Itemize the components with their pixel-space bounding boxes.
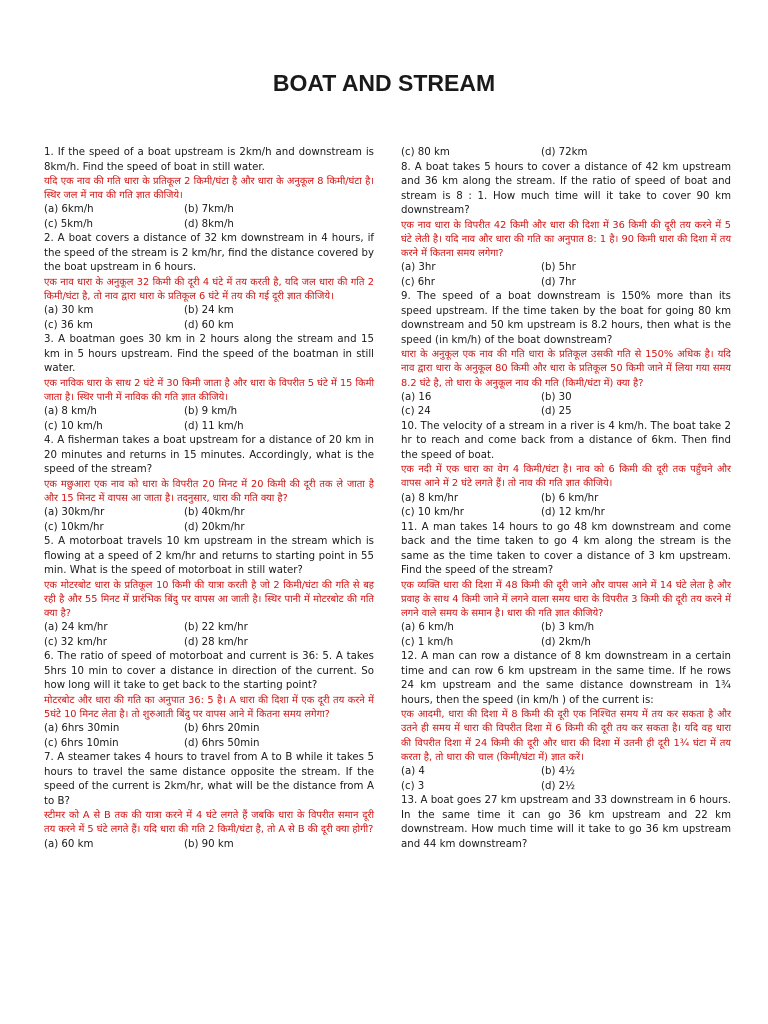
answer-options <box>401 391 731 420</box>
question-text-hindi: एक व्यक्ति धारा की दिशा में 48 किमी की दूरी जाने और वापस आने में 14 घंटे लेता है और प्रवाह के साथ 4 किमी जाने में लगने वाला समय धारा के विपरीत 3 किमी की दूरी तय करने में लगने वाले समय के समान है। धारा की गति ज्ञात कीजिये? <box>401 579 731 620</box>
answer-option: (a) 30 km <box>44 305 94 317</box>
answer-options <box>401 621 731 650</box>
question-text-hindi: एक मछुआरा एक नाव को धारा के विपरीत 20 मिनट में 20 किमी की दूरी तक ले जाता है और 15 मिनट में वापस आ जाता है। तदनुसार, धारा की गति क्या है? <box>44 478 374 504</box>
answer-option: (a) 24 km/hr <box>44 622 108 634</box>
answer-option: (a) 4 <box>401 766 425 778</box>
answer-option: (b) 30 <box>541 391 572 403</box>
answer-option: (d) 2½ <box>541 780 576 792</box>
question-block <box>44 650 374 751</box>
answer-option: (a) 6 km/h <box>401 622 454 634</box>
answer-option: (d) 72km <box>541 147 588 158</box>
answer-option: (d) 7hr <box>541 276 576 288</box>
answer-option: (c) 10 km/h <box>44 420 103 432</box>
question-text-hindi: धारा के अनुकूल एक नाव की गति धारा के प्रतिकूल उसकी गति से 150% अधिक है। यदि नाव द्वारा धारा के अनुकूल 80 किमी और धारा के प्रतिकूल 50 किमी जाने में लिया गया समय 8.2 घंटे है, तो धारा के अनुकूल नाव की गति (किमी/घंटा में) क्या है? <box>401 349 731 389</box>
answer-option: (c) 5km/h <box>44 218 93 230</box>
answer-option: (d) 25 <box>541 406 572 418</box>
answer-option: (a) 16 <box>401 391 432 403</box>
answer-options <box>44 405 374 434</box>
answer-option: (b) 5hr <box>541 262 576 274</box>
question-block <box>44 232 374 333</box>
answer-option: (a) 60 km <box>44 838 94 850</box>
question-text-english: 10. The velocity of a stream in a river is 4 km/h. The boat take 2 hr to reach and come back from a distance of 6km. Then find the speed of boat. <box>401 420 731 461</box>
question-text-english: 2. A boat covers a distance of 32 km downstream in 4 hours, if the speed of the stream is 2 km/hr, find the distance covered by the boat upstream in 6 hours. <box>44 233 374 274</box>
answer-option: (a) 6hrs 30min <box>44 723 120 735</box>
answer-option: (b) 7km/h <box>184 204 234 216</box>
answer-options <box>44 838 374 853</box>
question-text-hindi: एक नाविक धारा के साथ 2 घंटे में 30 किमी जाता है और धारा के विपरीत 5 घंटे में 15 किमी जाता है। स्थिर पानी में नाविक की गति ज्ञात कीजिये। <box>44 377 374 404</box>
answer-option: (d) 28 km/hr <box>184 636 248 648</box>
answer-option: (c) 10km/hr <box>44 521 104 533</box>
question-text-english: 12. A man can row a distance of 8 km downstream in a certain time and can row 6 km upstream in the same time. If he rows 24 km upstream and the same distance downstream in 1¾ hours, then the speed (in km/h ) of the current is: <box>401 651 731 706</box>
question-block <box>401 650 731 794</box>
answer-option: (b) 6hrs 20min <box>184 723 260 735</box>
question-block <box>44 434 374 535</box>
answer-option: (c) 32 km/hr <box>44 636 107 648</box>
answer-option: (c) 1 km/h <box>401 636 454 648</box>
answer-options <box>401 492 731 521</box>
question-text-english: 6. The ratio of speed of motorboat and current is 36: 5. A takes 5hrs 10 min to cover a distance in direction of the current. So how long will it take to get back to the starting point? <box>44 651 374 692</box>
answer-option: (a) 6km/h <box>44 204 94 216</box>
answer-option: (a) 3hr <box>401 262 436 274</box>
answer-option: (b) 24 km <box>184 305 234 317</box>
question-block <box>44 146 374 232</box>
question-block <box>401 521 731 651</box>
answer-option: (c) 36 km <box>44 319 93 331</box>
answer-option: (c) 6hr <box>401 276 435 288</box>
answer-option: (c) 80 km <box>401 147 450 158</box>
answer-option: (c) 10 km/hr <box>401 507 464 519</box>
answer-option: (c) 3 <box>401 780 425 792</box>
question-text-hindi: मोटरबोट और धारा की गति का अनुपात 36: 5 है। A धारा की दिशा में एक दूरी तय करने में 5घंटे 10 मिनट लेता है। तो शुरुआती बिंदु पर वापस आने में कितना समय लगेगा? <box>44 694 374 720</box>
question-text-hindi: एक आदमी, धारा की दिशा में 8 किमी की दूरी एक निश्चित समय में तय कर सकता है और उतने ही समय में धारा की विपरीत दिशा में 6 किमी की दूरी तय कर सकता है। यदि वह धारा की विपरीत दिशा में 24 किमी की दूरी और धारा की दिशा में उतनी ही दूरी 1¾ घंटा में तय करता है, तो धारा की चाल (किमी/घंटा में) ज्ञात करें। <box>401 709 731 763</box>
question-text-english: 9. The speed of a boat downstream is 150% more than its speed upstream. If the time taken by the boat for going 80 km downstream and 50 km upstream is 8.2 hours, then what is the speed (in km/h) of the boat downstream? <box>401 291 731 346</box>
question-block <box>401 420 731 521</box>
answer-option: (d) 8km/h <box>184 218 234 230</box>
answer-options <box>44 506 374 535</box>
answer-option: (c) 24 <box>401 406 431 418</box>
answer-options <box>44 722 374 751</box>
answer-option: (b) 9 km/h <box>184 406 238 418</box>
answer-option: (d) 20km/hr <box>184 521 245 533</box>
question-text-hindi: स्टीमर को A से B तक की यात्रा करने में 4 घंटे लगते हैं जबकि धारा के विपरीत समान दूरी तय करने में 5 घंटे लगते हैं। यदि धारा की गति 2 किमी/घंटा है, तो A से B की दूरी क्या होगी? <box>44 810 374 836</box>
answer-option: (c) 6hrs 10min <box>44 737 119 749</box>
page-title: BOAT AND STREAM <box>272 70 496 96</box>
answer-option: (d) 2km/h <box>541 636 591 648</box>
question-block <box>44 751 374 852</box>
answer-options <box>44 203 374 232</box>
answer-option: (b) 4½ <box>541 766 576 778</box>
question-text-english: 3. A boatman goes 30 km in 2 hours along the stream and 15 km in 5 hours upstream. Find the speed of the boatman in still water. <box>44 334 374 375</box>
answer-option: (a) 8 km/h <box>44 406 97 418</box>
answer-option: (d) 12 km/hr <box>541 507 605 519</box>
question-text-hindi: एक नदी में एक धारा का वेग 4 किमी/घंटा है। नाव को 6 किमी की दूरी तक पहुँचने और वापस आने में 2 घंटे लगते हैं। तो नाव की गति ज्ञात कीजिये। <box>401 464 731 490</box>
right-column <box>401 146 731 852</box>
answer-options <box>44 621 374 650</box>
answer-option: (b) 6 km/hr <box>541 492 599 504</box>
question-block <box>401 290 731 420</box>
answer-option: (a) 30km/hr <box>44 507 105 519</box>
answer-option: (d) 11 km/h <box>184 420 244 432</box>
question-text-english: 4. A fisherman takes a boat upstream for a distance of 20 km in 20 minutes and returns in 15 minutes. Accordingly, what is the speed of the stream? <box>44 435 374 476</box>
question-text-english: 8. A boat takes 5 hours to cover a distance of 42 km upstream and 36 km along the stream. If the ratio of speed of boat and stream is 8 : 1. How much time will it take to cover 90 km downstream? <box>401 161 731 216</box>
question-block <box>44 333 374 434</box>
question-text-english: 13. A boat goes 27 km upstream and 33 downstream in 6 hours. In the same time it can go 36 km upstream and 22 km downstream. How much time will it take to go 36 km upstream and 44 km downstream? <box>401 795 731 850</box>
answer-options <box>401 765 731 794</box>
question-block <box>401 146 731 161</box>
question-text-english: 7. A steamer takes 4 hours to travel from A to B while it takes 5 hours to travel the same distance opposite the stream. If the speed of the current is 2km/hr, what will be the distance from A to B? <box>44 752 374 807</box>
question-block <box>401 161 731 291</box>
question-text-hindi: एक नाव धारा के विपरीत 42 किमी और धारा की दिशा में 36 किमी की दूरी तय करने में 5 घंटे लेती है। यदि नाव और धारा की गति का अनुपात 8: 1 है। 90 किमी धारा की दिशा में तय करने में कितना समय लगेगा? <box>401 219 731 259</box>
answer-option: (b) 40km/hr <box>184 507 245 519</box>
answer-option: (a) 8 km/hr <box>401 492 459 504</box>
answer-options <box>401 261 731 290</box>
left-column <box>44 146 374 852</box>
answer-option: (d) 6hrs 50min <box>184 737 260 749</box>
answer-option: (b) 90 km <box>184 838 234 850</box>
answer-options <box>401 146 731 161</box>
question-text-hindi: एक नाव धारा के अनुकूल 32 किमी की दूरी 4 घंटे में तय करती है, यदि जल धारा की गति 2 किमी/घंटा है, तो नाव द्वारा धारा के प्रतिकूल 6 घंटे में तय की गई दूरी ज्ञात कीजिये। <box>44 276 374 303</box>
question-text-hindi: एक मोटरबोट धारा के प्रतिकूल 10 किमी की यात्रा करती है जो 2 किमी/घंटा की गति से बह रही है और 55 मिनट में प्रारंभिक बिंदु पर वापस आ जाती है। स्थिर पानी में मोटरबोट की गति क्या है? <box>44 579 374 620</box>
question-block <box>44 535 374 650</box>
question-text-english: 5. A motorboat travels 10 km upstream in the stream which is flowing at a speed of 2 km/hr and returns to starting point in 55 min. What is the speed of motorboat in still water? <box>44 536 374 577</box>
question-text-english: 11. A man takes 14 hours to go 48 km downstream and come back and the time taken to go 4 km along the stream is the same as the time taken to cover a distance of 3 km upstream. Find the speed of the stream? <box>401 521 731 577</box>
question-block <box>401 794 731 852</box>
answer-options <box>44 304 374 333</box>
answer-option: (b) 22 km/hr <box>184 622 248 634</box>
answer-option: (b) 3 km/h <box>541 622 595 634</box>
question-text-hindi: यदि एक नाव की गति धारा के प्रतिकूल 2 किमी/घंटा है और धारा के अनुकूल 8 किमी/घंटा है। स्थिर जल में नाव की गति ज्ञात कीजिये। <box>44 176 374 202</box>
answer-option: (d) 60 km <box>184 319 234 331</box>
question-text-english: 1. If the speed of a boat upstream is 2km/h and downstream is 8km/h. Find the speed of boat in still water. <box>44 147 374 173</box>
